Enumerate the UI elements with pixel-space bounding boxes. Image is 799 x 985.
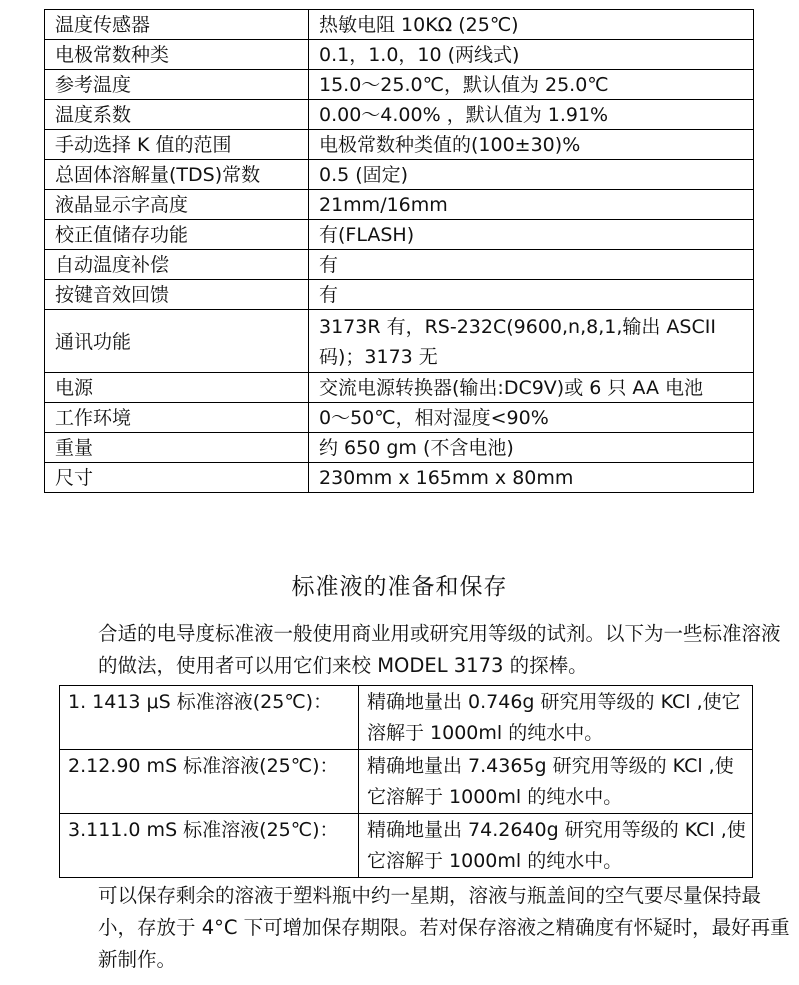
table-row <box>45 433 754 463</box>
table-row <box>45 40 754 70</box>
spec-value: 15.0～25.0℃，默认值为 25.0℃ <box>309 70 754 100</box>
table-row <box>45 373 754 403</box>
table-row <box>45 463 754 493</box>
spec-value: 约 650 gm (不含电池) <box>309 433 754 463</box>
spec-value: 0.1，1.0，10 (两线式) <box>309 40 754 70</box>
table-row <box>60 814 753 878</box>
solution-method: 精确地量出 0.746g 研究用等级的 KCl ,使它溶解于 1000ml 的纯水中。 <box>359 686 753 750</box>
spec-label: 总固体溶解量(TDS)常数 <box>45 160 309 190</box>
intro-paragraph: 合适的电导度标准液一般使用商业用或研究用等级的试剂。以下为一些标准溶液的做法，使用者可以用它们来校 MODEL 3173 的探棒。 <box>98 622 781 677</box>
spec-label: 温度系数 <box>45 100 309 130</box>
table-row <box>45 403 754 433</box>
spec-value: 有 <box>309 280 754 310</box>
table-row <box>45 250 754 280</box>
spec-label: 校正值储存功能 <box>45 220 309 250</box>
table-row <box>45 100 754 130</box>
spec-value: 0.00～4.00% ，默认值为 1.91% <box>309 100 754 130</box>
spec-value: 0～50℃，相对湿度<90% <box>309 403 754 433</box>
solution-method: 精确地量出 74.2640g 研究用等级的 KCl ,使它溶解于 1000ml 的纯水中。 <box>359 814 753 878</box>
table-row <box>45 190 754 220</box>
spec-value: 有 <box>309 250 754 280</box>
spec-value: 有(FLASH) <box>309 220 754 250</box>
spec-label: 温度传感器 <box>45 10 309 40</box>
table-row <box>60 750 753 814</box>
solution-name: 2.12.90 mS 标准溶液(25℃)： <box>60 750 359 814</box>
spec-label: 电极常数种类 <box>45 40 309 70</box>
section-title: 标准液的准备和保存 <box>291 574 508 600</box>
spec-value: 电极常数种类值的(100±30)% <box>309 130 754 160</box>
spec-label: 按键音效回馈 <box>45 280 309 310</box>
solution-table <box>59 685 753 878</box>
storage-paragraph: 可以保存剩余的溶液于塑料瓶中约一星期，溶液与瓶盖间的空气要尽量保持最小，存放于 4°C 下可增加保存期限。若对保存溶液之精确度有怀疑时，最好再重新制作。 <box>98 884 790 971</box>
spec-label: 尺寸 <box>45 463 309 493</box>
table-row <box>45 70 754 100</box>
spec-label: 手动选择 K 值的范围 <box>45 130 309 160</box>
table-row <box>45 160 754 190</box>
spec-table <box>44 9 754 493</box>
spec-value: 3173R 有，RS-232C(9600,n,8,1,输出 ASCII 码)；3173 无 <box>309 310 754 373</box>
table-row <box>60 686 753 750</box>
table-row <box>45 10 754 40</box>
spec-label: 工作环境 <box>45 403 309 433</box>
solution-method: 精确地量出 7.4365g 研究用等级的 KCl ,使它溶解于 1000ml 的纯水中。 <box>359 750 753 814</box>
spec-label: 参考温度 <box>45 70 309 100</box>
solution-name: 3.111.0 mS 标准溶液(25℃)： <box>60 814 359 878</box>
table-row <box>45 280 754 310</box>
spec-label: 通讯功能 <box>45 310 309 373</box>
spec-label: 电源 <box>45 373 309 403</box>
spec-value: 21mm/16mm <box>309 190 754 220</box>
table-row <box>45 130 754 160</box>
solution-name: 1. 1413 μS 标准溶液(25℃)： <box>60 686 359 750</box>
spec-value: 0.5 (固定) <box>309 160 754 190</box>
spec-label: 重量 <box>45 433 309 463</box>
spec-label: 自动温度补偿 <box>45 250 309 280</box>
spec-value: 热敏电阻 10KΩ (25℃) <box>309 10 754 40</box>
spec-label: 液晶显示字高度 <box>45 190 309 220</box>
spec-value: 交流电源转换器(输出:DC9V)或 6 只 AA 电池 <box>309 373 754 403</box>
spec-value: 230mm x 165mm x 80mm <box>309 463 754 493</box>
table-row <box>45 220 754 250</box>
table-row <box>45 310 754 373</box>
